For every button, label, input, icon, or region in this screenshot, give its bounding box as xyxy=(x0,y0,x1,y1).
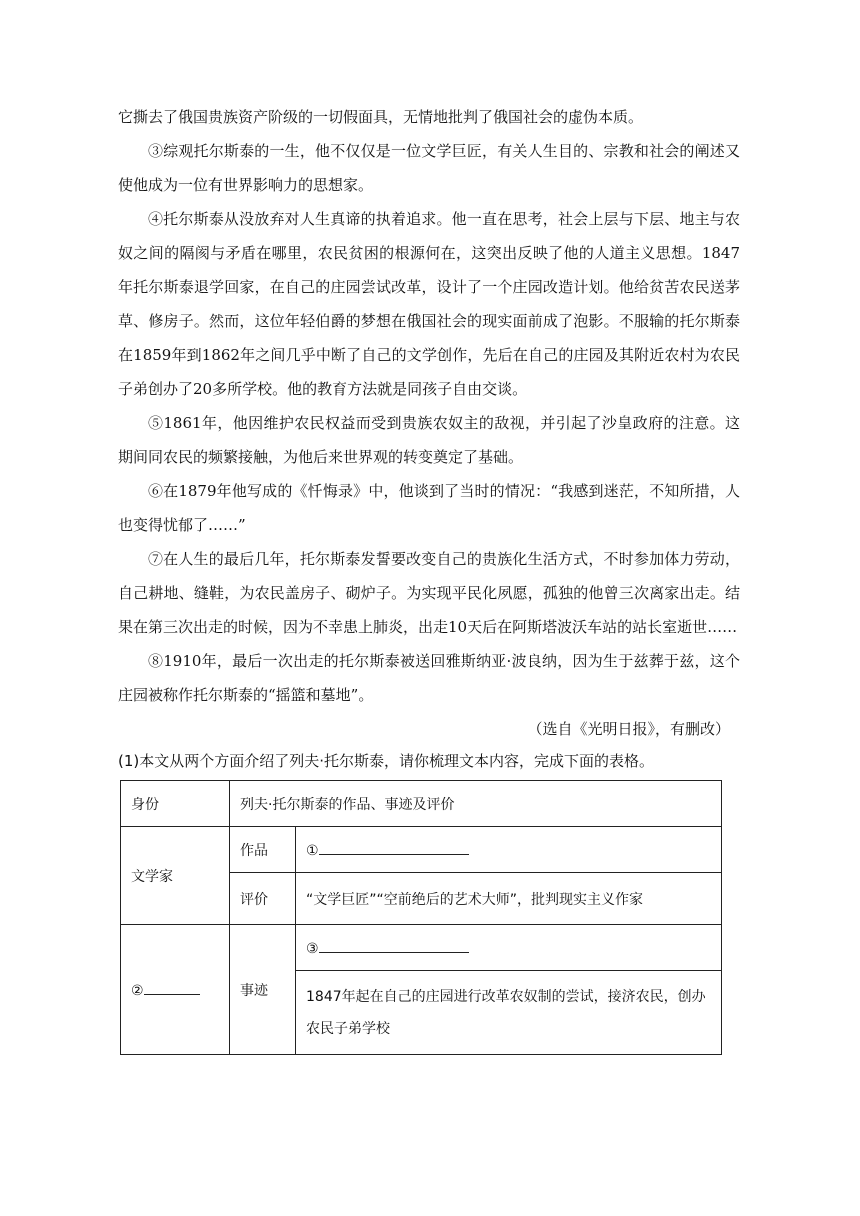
paragraph-3: ③综观托尔斯泰的一生，他不仅仅是一位文学巨匠，有关人生目的、宗教和社会的阐述又使他成为一位有世界影响力的思想家。 xyxy=(118,142,740,194)
deeds-blank-number: ③ xyxy=(306,941,319,957)
header-identity: 身份 xyxy=(121,781,230,827)
identity-writer: 文学家 xyxy=(121,827,230,925)
table-row-deeds-blank xyxy=(121,925,722,971)
identity-answer-blank[interactable] xyxy=(144,980,200,995)
paragraph-4: ④托尔斯泰从没放弃对人生真谛的执着追求。他一直在思考，社会上层与下层、地主与农奴之间的隔阂与矛盾在哪里，农民贫困的根源何在，这突出反映了他的人道主义思想。1847年托尔斯泰退学回家，在自己的庄园尝试改革，设计了一个庄园改造计划。他给贫苦农民送茅草、修房子。然而，这位年轻伯爵的梦想在俄国社会的现实面前成了泡影。不服输的托尔斯泰在1859年到1862年之间几乎中断了自己的文学创作，先后在自己的庄园及其附近农村为农民子弟创办了20多所学校。他的教育方法就是同孩子自由交谈。 xyxy=(118,210,740,398)
source-citation: （选自《光明日报》，有删改） xyxy=(527,720,730,738)
table-header-row xyxy=(121,781,722,827)
works-blank-number: ① xyxy=(306,843,319,859)
deeds-label: 事迹 xyxy=(230,925,296,1055)
paragraph-5: ⑤1861年，他因维护农民权益而受到贵族农奴主的敌视，并引起了沙皇政府的注意。这期间同农民的频繁接触，为他后来世界观的转变奠定了基础。 xyxy=(118,414,740,466)
table-row-works xyxy=(121,827,722,873)
identity-blank-number: ② xyxy=(131,983,144,999)
paragraph-8: ⑧1910年，最后一次出走的托尔斯泰被送回雅斯纳亚·波良纳，因为生于兹葬于兹，这个庄园被称作托尔斯泰的“摇篮和墓地”。 xyxy=(118,652,740,704)
deeds-answer-blank[interactable] xyxy=(319,938,469,953)
article-page xyxy=(118,100,740,1055)
question-1: (1)本文从两个方面介绍了列夫·托尔斯泰，请你梳理文本内容，完成下面的表格。 xyxy=(118,752,655,770)
works-answer-cell[interactable] xyxy=(296,827,722,873)
paragraph-continued: 它撕去了俄国贵族资产阶级的一切假面具，无情地批判了俄国社会的虚伪本质。 xyxy=(118,108,644,126)
works-answer-blank[interactable] xyxy=(319,840,469,855)
deeds-value: 1847年起在自己的庄园进行改革农奴制的尝试，接济农民，创办农民子弟学校 xyxy=(296,971,722,1055)
evaluation-label: 评价 xyxy=(230,873,296,925)
identity-answer-cell[interactable] xyxy=(121,925,230,1055)
works-label: 作品 xyxy=(230,827,296,873)
summary-table xyxy=(120,780,722,1055)
evaluation-value: “文学巨匠”“空前绝后的艺术大师”，批判现实主义作家 xyxy=(296,873,722,925)
header-content: 列夫·托尔斯泰的作品、事迹及评价 xyxy=(230,781,722,827)
paragraph-7: ⑦在人生的最后几年，托尔斯泰发誓要改变自己的贵族化生活方式，不时参加体力劳动，自己耕地、缝鞋，为农民盖房子、砌炉子。为实现平民化夙愿，孤独的他曾三次离家出走。结果在第三次出走的时候，因为不幸患上肺炎，出走10天后在阿斯塔波沃车站的站长室逝世…… xyxy=(118,550,740,636)
deeds-answer-cell[interactable] xyxy=(296,925,722,971)
paragraph-6: ⑥在1879年他写成的《忏悔录》中，他谈到了当时的情况：“我感到迷茫，不知所措，人也变得忧郁了……” xyxy=(118,482,740,534)
